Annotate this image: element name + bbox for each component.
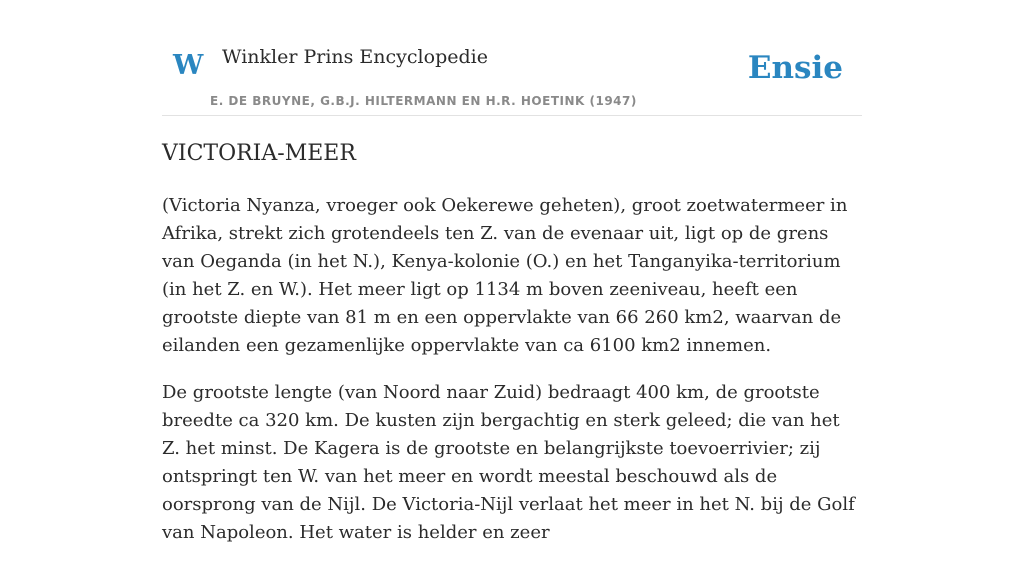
winkler-prins-logo[interactable]: W (173, 50, 204, 81)
article-body (162, 192, 862, 566)
article-paragraph: (Victoria Nyanza, vroeger ook Oekerewe geheten), groot zoetwatermeer in Afrika, strekt zich grotendeels ten Z. van de evenaar uit, ligt op de grens van Oeganda (in het N.), Kenya-kolonie (O.) en het Tanganyika-territorium (in het Z. en W.). Het meer ligt op 1134 m boven zeeniveau, heeft een grootste diepte van 81 m en een oppervlakte van 66 260 km2, waarvan de eilanden een gezamenlijke oppervlakte van ca 6100 km2 innemen. (162, 195, 848, 356)
publication-header (162, 40, 862, 116)
article-title: VICTORIA-MEER (162, 141, 356, 166)
article-paragraph: De grootste lengte (van Noord naar Zuid) bedraagt 400 km, de grootste breedte ca 320 km. De kusten zijn bergachtig en sterk geleed; die van het Z. het minst. De Kagera is de grootste en belangrijkste toevoerrivier; zij ontspringt ten W. van het meer en wordt meestal beschouwd als de oorsprong van de Nijl. De Victoria-Nijl verlaat het meer in het N. bij de Golf van Napoleon. Het water is helder en zeer (162, 382, 855, 543)
publication-authors: E. DE BRUYNE, G.B.J. HILTERMANN EN H.R. HOETINK (1947) (210, 94, 637, 108)
ensie-brand-link[interactable]: Ensie (747, 50, 843, 86)
publication-title[interactable]: Winkler Prins Encyclopedie (222, 46, 488, 68)
